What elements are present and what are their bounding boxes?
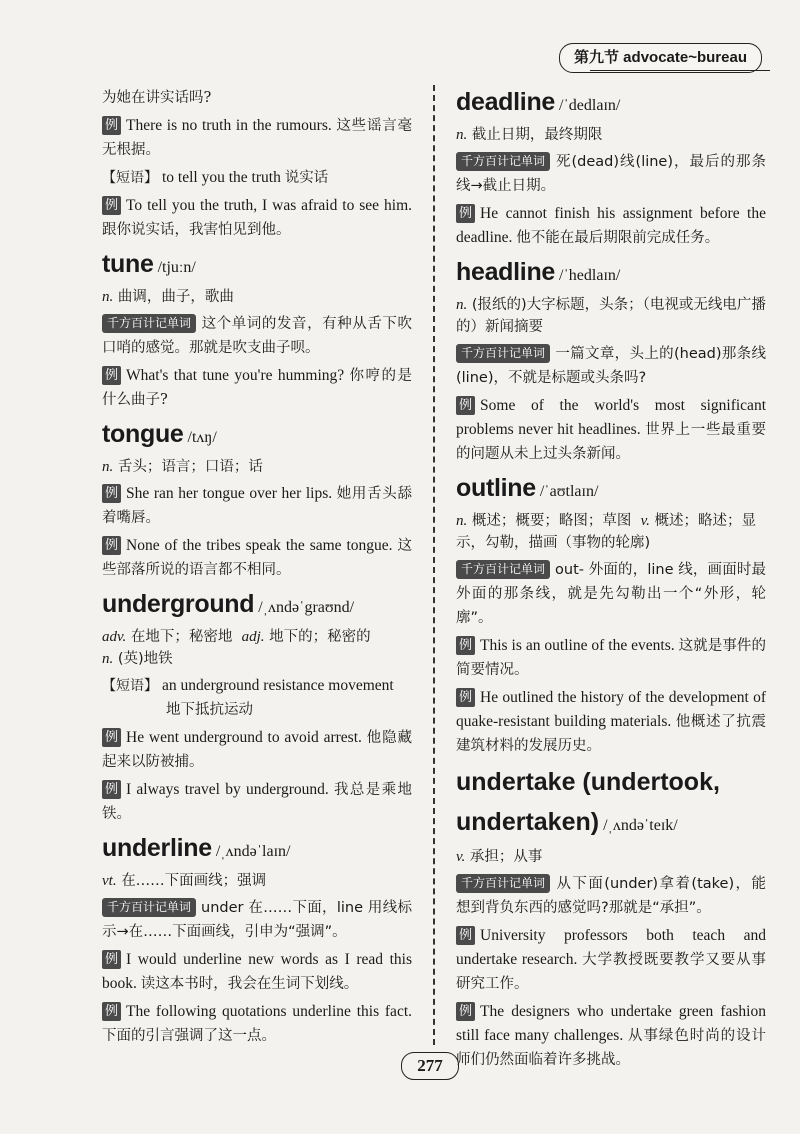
entry-headword	[102, 832, 412, 868]
phrase	[102, 166, 412, 190]
definition: adv. 在地下；秘密地 adj. 地下的；秘密的 n. (英)地铁	[102, 629, 371, 667]
memory-tip: 千方百计记单词 这个单词的发音，有种从舌下吹口哨的感觉。那就是吹支曲子呗。	[102, 316, 412, 356]
left-column	[102, 86, 412, 1052]
page-number: 277	[401, 1052, 459, 1080]
entry-headword	[456, 256, 766, 292]
example-label: 例	[102, 950, 121, 969]
entry-headword	[456, 472, 766, 508]
pronunciation: /ˈhedlaɪn/	[559, 267, 621, 284]
example-label: 例	[102, 484, 121, 503]
phrase-cn: 说实话	[284, 170, 329, 186]
memory-tip: 千方百计记单词 死(dead)线(line)，最后的那条线→截止日期。	[456, 154, 766, 194]
memory-tip: 千方百计记单词 under 在……下面，line 用线标示→在……下面画线，引申为“强调”。	[102, 900, 412, 940]
definition: n. 截止日期，最终期限	[456, 127, 603, 143]
definition: n. 概述；概要；略图；草图 v. 概述；略述；显示，勾勒，描画（事物的轮廓)	[456, 513, 756, 551]
right-column	[456, 86, 766, 1076]
example-label: 例	[102, 116, 121, 135]
headword: underground	[102, 590, 255, 618]
example: 例 He outlined the history of the development of quake-resistant building materials. 他概述了抗震建筑材料的发展历史。	[456, 689, 767, 754]
example: 例 The designers who undertake green fashion still face many challenges. 从事绿色时尚的设计师们仍然面临着许多挑战。	[456, 1003, 766, 1068]
entry-headword	[456, 764, 766, 844]
example: 例 The following quotations underline this fact. 下面的引言强调了这一点。	[102, 1003, 412, 1044]
headword: tongue	[102, 420, 184, 448]
definition: vt. 在……下面画线；强调	[102, 873, 267, 889]
example-cn: 这些谣言毫无根据。	[102, 118, 413, 158]
headword: deadline	[456, 88, 556, 116]
memory-label: 千方百计记单词	[456, 560, 550, 579]
column-divider	[433, 85, 435, 1045]
example: 例 He cannot finish his assignment before the deadline. 他不能在最后期限前完成任务。	[456, 205, 766, 246]
entry-headword	[456, 86, 766, 122]
phrase-en: to tell you the truth	[162, 169, 281, 186]
memory-label: 千方百计记单词	[102, 898, 196, 917]
headword-cont: undertaken)	[456, 808, 600, 836]
definition: n. (报纸的)大字标题，头条；（电视或无线电广播的）新闻摘要	[456, 297, 766, 335]
definition: v. 承担；从事	[456, 849, 543, 865]
entry-headword	[102, 248, 412, 284]
example-en: To tell you the truth, I was afraid to see him.	[126, 197, 412, 214]
continued-line: 为她在讲实话吗?	[102, 90, 212, 106]
memory-tip: 千方百计记单词 从下面(under)拿着(take)，能想到背负东西的感觉吗?那就是“承担”。	[456, 876, 766, 916]
memory-label: 千方百计记单词	[456, 344, 550, 363]
example-label: 例	[102, 1002, 121, 1021]
definition: n. 舌头；语言；口语；话	[102, 459, 263, 475]
definition: n. 曲调，曲子，歌曲	[102, 289, 234, 305]
example: 例 University professors both teach and undertake research. 大学教授既要教学又要从事研究工作。	[456, 927, 767, 992]
memory-label: 千方百计记单词	[456, 152, 550, 171]
entry-headword	[102, 418, 412, 454]
pronunciation: /tʌŋ/	[187, 429, 217, 446]
section-header: 第九节 advocate~bureau	[559, 43, 762, 73]
pronunciation: /ˌʌndəˈlaɪn/	[215, 843, 291, 860]
example-label: 例	[102, 196, 121, 215]
example: 例 I always travel by underground. 我总是乘地铁。	[102, 781, 413, 822]
example-label: 例	[102, 536, 121, 555]
example-label: 例	[102, 366, 121, 385]
pronunciation: /ˌʌndəˈteɪk/	[603, 817, 678, 834]
example: 例 What's that tune you're humming? 你哼的是什么曲子?	[102, 367, 413, 408]
example-label: 例	[456, 1002, 475, 1021]
example: 例 This is an outline of the events. 这就是事件的简要情况。	[456, 637, 767, 678]
example-en: There is no truth in the rumours.	[126, 117, 332, 134]
example: 例 She ran her tongue over her lips. 她用舌头舔着嘴唇。	[102, 485, 412, 526]
headword: outline	[456, 474, 536, 502]
example-label: 例	[456, 688, 475, 707]
example-label: 例	[102, 780, 121, 799]
memory-label: 千方百计记单词	[102, 314, 196, 333]
memory-label: 千方百计记单词	[456, 874, 550, 893]
phrase: 【短语】 an underground resistance movement	[102, 677, 394, 694]
example-label: 例	[456, 396, 475, 415]
pronunciation: /tjuːn/	[157, 259, 196, 276]
phrase-label: 【短语】	[102, 678, 158, 694]
headword: underline	[102, 834, 212, 862]
example-label: 例	[102, 728, 121, 747]
example	[102, 114, 412, 162]
phrase-cn: 地下抵抗运动	[166, 702, 253, 718]
example	[102, 194, 412, 242]
header-rule	[590, 70, 770, 71]
example: 例 I would underline new words as I read this book. 读这本书时，我会在生词下划线。	[102, 951, 412, 992]
pronunciation: /ˈdedlaɪn/	[559, 97, 621, 114]
memory-tip: 千方百计记单词 out- 外面的，line 线，画面时最外面的那条线，就是先勾勒出一个“外形，轮廓”。	[456, 562, 766, 626]
headword: undertake (undertook,	[456, 768, 720, 796]
headword: tune	[102, 250, 154, 278]
headword: headline	[456, 258, 556, 286]
memory-tip: 千方百计记单词 一篇文章，头上的(head)那条线(line)，不就是标题或头条吗?	[456, 346, 766, 386]
pronunciation: /ˈaʊtlaɪn/	[539, 483, 599, 500]
example: 例 None of the tribes speak the same tongue. 这些部落所说的语言都不相同。	[102, 537, 412, 578]
entry-headword	[102, 588, 412, 624]
pronunciation: /ˌʌndəˈgraʊnd/	[258, 599, 355, 616]
example-label: 例	[456, 204, 475, 223]
example-label: 例	[456, 926, 475, 945]
example: 例 Some of the world's most significant problems never hit headlines. 世界上一些最重要的问题从未上过头条新闻。	[456, 397, 767, 462]
example: 例 He went underground to avoid arrest. 他隐藏起来以防被捕。	[102, 729, 412, 770]
example-label: 例	[456, 636, 475, 655]
example-cn: 跟你说实话，我害怕见到他。	[102, 222, 291, 238]
phrase-label: 【短语】	[102, 170, 158, 186]
